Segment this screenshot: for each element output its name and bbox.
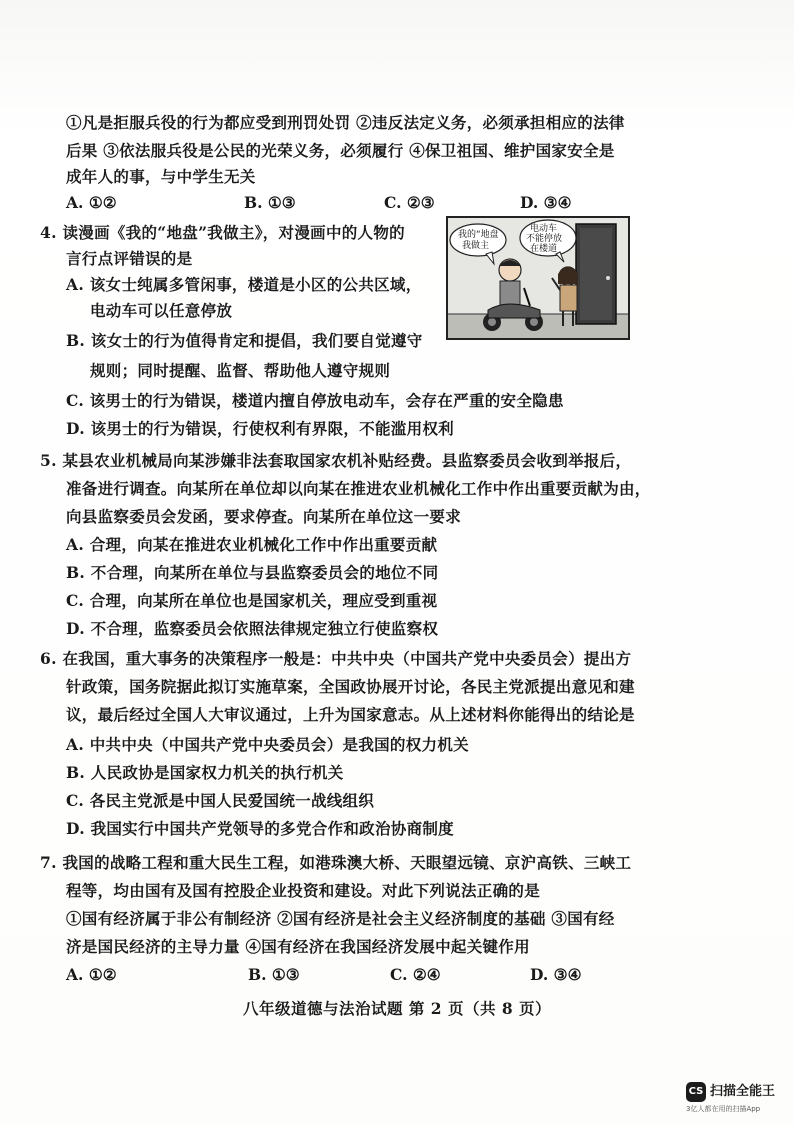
q4-option-a-line-2: 电动车可以任意停放 — [90, 301, 233, 320]
comic-bubble-left-line-1: 我的“地盘 — [458, 230, 499, 240]
q6-option-c: C. 各民主党派是中国人民爱国统一战线组织 — [66, 791, 375, 810]
q6-stem-line-1: 6. 在我国，重大事务的决策程序一般是：中共中央（中国共产党中央委员会）提出方 — [40, 649, 632, 668]
q7-stem-line-1: 7. 我国的战略工程和重大民生工程，如港珠澳大桥、天眼望远镜、京沪高铁、三峡工 — [40, 853, 632, 872]
q5-stem-line-1: 5. 某县农业机械局向某涉嫌非法套取国家农机补贴经费。县监察委员会收到举报后， — [40, 451, 632, 470]
q3-option-b: B. ①③ — [244, 193, 296, 212]
q7-option-c: C. ②④ — [390, 965, 441, 984]
comic-bubble-left-line-2: 我做主 — [462, 241, 490, 251]
q5-option-b: B. 不合理，向某所在单位与县监察委员会的地位不同 — [66, 563, 439, 582]
q6-option-b: B. 人民政协是国家权力机关的执行机关 — [66, 763, 344, 782]
q3-option-a: A. ①② — [66, 193, 117, 212]
q3-statement-line-1: ①凡是拒服兵役的行为都应受到刑罚处罚 ②违反法定义务，必须承担相应的法律 — [66, 113, 625, 132]
camscanner-logo-icon: CS — [686, 1082, 706, 1102]
q7-statement-line-1: ①国有经济属于非公有制经济 ②国有经济是社会主义经济制度的基础 ③国有经 — [66, 909, 615, 928]
q5-stem-line-2: 准备进行调查。向某所在单位却以向某在推进农业机械化工作中作出重要贡献为由， — [66, 479, 651, 498]
q4-stem-line-2: 言行点评错误的是 — [66, 249, 193, 268]
q5-option-d: D. 不合理，监察委员会依照法律规定独立行使监察权 — [66, 619, 439, 638]
q7-stem-line-2: 程等，均由国有及国有控股企业投资和建设。对此下列说法正确的是 — [66, 881, 541, 900]
comic-illustration — [446, 216, 630, 340]
q7-option-d: D. ③④ — [530, 965, 582, 984]
q3-statement-line-3: 成年人的事，与中学生无关 — [66, 167, 256, 186]
q6-stem-line-3: 议，最后经过全国人大审议通过，上升为国家意志。从上述材料你能得出的结论是 — [66, 705, 635, 724]
q4-option-c: C. 该男士的行为错误，楼道内擅自停放电动车，会存在严重的安全隐患 — [66, 391, 564, 410]
camscanner-name: 扫描全能王 — [710, 1084, 776, 1099]
q7-option-b: B. ①③ — [248, 965, 300, 984]
q6-option-d: D. 我国实行中国共产党领导的多党合作和政治协商制度 — [66, 819, 454, 838]
q4-option-a-line-1: A. 该女士纯属多管闲事，楼道是小区的公共区域， — [66, 275, 422, 294]
page-footer: 八年级道德与法治试题 第 2 页（共 8 页） — [242, 999, 552, 1018]
q3-statement-line-2: 后果 ③依法服兵役是公民的光荣义务，必须履行 ④保卫祖国、维护国家安全是 — [66, 141, 615, 160]
comic-bubble-right-line-1: 电动车 — [530, 224, 558, 234]
q4-option-b-line-1: B. 该女士的行为值得肯定和提倡，我们要自觉遵守 — [66, 331, 423, 350]
camscanner-tagline: 3亿人都在用的扫描App — [686, 1105, 761, 1113]
q6-stem-line-2: 针政策，国务院据此拟订实施草案，全国政协展开讨论，各民主党派提出意见和建 — [66, 677, 635, 696]
q4-option-d: D. 该男士的行为错误，行使权利有界限，不能滥用权利 — [66, 419, 454, 438]
q3-option-d: D. ③④ — [520, 193, 572, 212]
comic-bubble-right-line-2: 不能停放 — [526, 234, 563, 244]
q4-stem-line-1: 4. 读漫画《我的“地盘”我做主》，对漫画中的人物的 — [40, 223, 405, 242]
q4-option-b-line-2: 规则；同时提醒、监督、帮助他人遵守规则 — [90, 361, 391, 380]
q7-option-a: A. ①② — [66, 965, 117, 984]
q5-option-c: C. 合理，向某所在单位也是国家机关，理应受到重视 — [66, 591, 438, 610]
q3-option-c: C. ②③ — [384, 193, 435, 212]
q7-statement-line-2: 济是国民经济的主导力量 ④国有经济在我国经济发展中起关键作用 — [66, 937, 530, 956]
comic-bubble-right-line-3: 在楼道 — [530, 244, 558, 254]
q5-stem-line-3: 向县监察委员会发函，要求停查。向某所在单位这一要求 — [66, 507, 462, 526]
q5-option-a: A. 合理，向某在推进农业机械化工作中作出重要贡献 — [66, 535, 438, 554]
q6-option-a: A. 中共中央（中国共产党中央委员会）是我国的权力机关 — [66, 735, 469, 754]
